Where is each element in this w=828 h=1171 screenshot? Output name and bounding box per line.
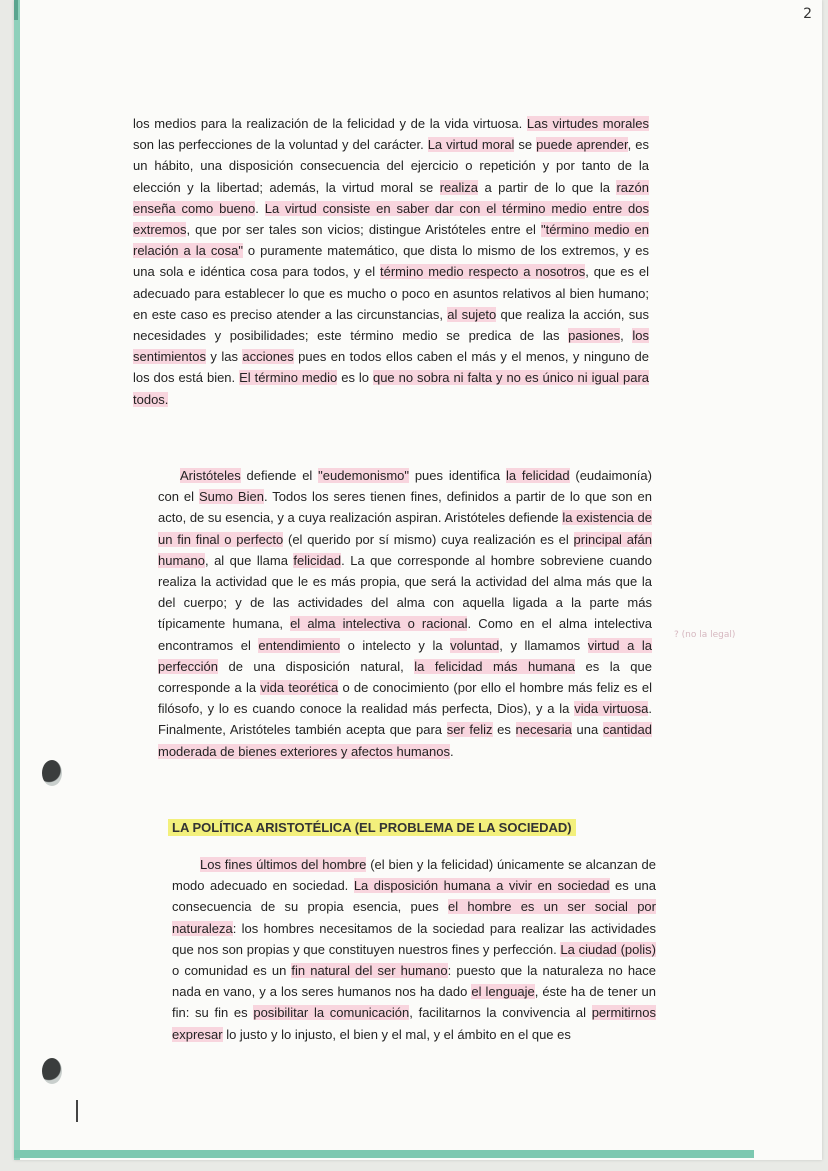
highlighted-text: Las virtudes morales [526, 116, 649, 131]
highlighted-text: necesaria [515, 722, 572, 738]
text-run: es lo [337, 370, 373, 386]
text-run: (el bien y la felicidad) únicamente se alcanzan de modo adecuado en sociedad. [172, 857, 656, 894]
text-run: , éste ha de tener un fin: su fin es [172, 984, 656, 1021]
section-heading: LA POLÍTICA ARISTOTÉLICA (EL PROBLEMA DE LA SOCIEDAD) [168, 819, 576, 836]
paragraph-text [172, 854, 656, 1045]
text-run: son las perfecciones de la voluntad y del carácter. [133, 137, 428, 153]
highlighted-text: el alma intelectiva o racional [290, 616, 468, 632]
text-run: se [514, 137, 537, 153]
highlighted-text: que no sobra ni falta y no es único ni igual para todos. [133, 370, 650, 407]
text-run: es [492, 722, 516, 738]
highlighted-text: "término medio en relación a la cosa" [133, 222, 649, 259]
paragraph-politica [172, 854, 656, 1045]
text-run: los medios para la realización de la felicidad y de la vida virtuosa. [133, 116, 527, 131]
text-run: o intelecto y la [340, 637, 451, 653]
text-run: y las [205, 349, 243, 365]
text-run: . La que corresponde al hombre sobreviene cuando realiza la actividad que le es más propia, que será la actividad del alma más que la del cuerpo; y de las actividades del alma con aquella ligada a la parte más típicamente humana, [158, 552, 652, 632]
text-run: . [449, 743, 454, 759]
highlighted-text: cantidad moderada de bienes exteriores y afectos humanos [158, 722, 652, 759]
highlighted-text: vida virtuosa [574, 701, 649, 717]
highlighted-text: realiza [439, 179, 478, 195]
text-run: : los hombres necesitamos de la sociedad para realizar las actividades que nos son propias y que constituyen nuestros fines y perfección. [172, 920, 656, 957]
highlighted-text: razón enseña como bueno [133, 179, 649, 216]
text-run: . [255, 200, 265, 216]
highlighted-text: El término medio [239, 370, 338, 386]
highlighted-text: Los fines últimos del hombre [200, 857, 367, 872]
highlighted-text: posibilitar la comunicación [253, 1005, 410, 1021]
highlighted-text: felicidad [293, 552, 342, 568]
binder-edge [14, 1150, 754, 1158]
text-run: , al que llama [204, 552, 294, 568]
text-run: pues en todos ellos caben el más y el menos, y ninguno de los dos está bien. [133, 349, 649, 386]
highlighted-text: permitirnos expresar [172, 1005, 656, 1042]
text-run: . Todos los seres tienen fines, definidos a partir de lo que son en acto, de su esencia, y a cuya realización aspiran. Aristóteles defiende [158, 489, 653, 526]
highlighted-text: los sentimientos [133, 328, 649, 365]
punch-hole [42, 1058, 62, 1084]
highlighted-text: La virtud moral [427, 137, 515, 153]
text-run: que realiza la acción, sus necesidades y posibilidades; este término medio se predica de las [133, 306, 650, 344]
text-run: o comunidad es un [172, 963, 292, 979]
text-run: a partir de lo que la [478, 179, 617, 195]
binder-strip [14, 0, 18, 20]
text-run: (eudaimonía) con el [158, 468, 652, 505]
margin-note: ? (no la legal) [674, 630, 736, 640]
highlighted-text: voluntad [450, 637, 500, 653]
highlighted-text: vida teorética [260, 680, 339, 696]
highlighted-text: acciones [242, 349, 294, 365]
pencil-mark [76, 1100, 78, 1122]
highlighted-text: la felicidad más humana [414, 658, 576, 674]
text-run: , y llamamos [499, 637, 588, 653]
highlighted-text: al sujeto [447, 306, 497, 322]
highlighted-text: la felicidad [505, 468, 570, 483]
text-run: (el querido por sí mismo) cuya realización es el [283, 531, 574, 547]
text-run: . Finalmente, Aristóteles también acepta que para [158, 701, 652, 738]
highlighted-text: entendimiento [258, 637, 341, 653]
text-run: pues identifica [409, 468, 506, 483]
highlighted-text: fin natural del ser humano [291, 963, 448, 979]
text-run: , es un hábito, una disposición consecuencia del ejercicio o repetición y por tanto de la elección y la libertad; además, la virtud moral se [133, 137, 649, 195]
text-run: , que por ser tales son vicios; distingue Aristóteles entre el [186, 222, 541, 238]
text-run: , que es el adecuado para establecer lo que es mucho o poco en asuntos relativos al bien humano; en este caso es preciso atender a las circunstancias, [133, 264, 649, 322]
highlighted-text: La ciudad (polis) [560, 941, 657, 957]
text-run: : puesto que la naturaleza no hace nada en vano, y a los seres humanos nos ha dado [172, 963, 657, 1000]
text-run: lo justo y lo injusto, el bien y el mal, y el ámbito en el que es [222, 1026, 571, 1042]
text-run: o puramente matemático, que dista lo mismo de los extremos, y es una sola e idéntica cosa para todos, y el [133, 243, 649, 280]
text-run: , facilitarnos la convivencia al [409, 1005, 592, 1021]
paragraph-text [133, 113, 649, 410]
highlighted-text: puede aprender [536, 137, 628, 153]
highlighted-text: ser feliz [446, 722, 493, 738]
highlighted-text: el lenguaje [471, 984, 535, 1000]
text-run: . Como en el alma intelectiva encontramos el [158, 616, 652, 653]
highlighted-text: Aristóteles [180, 468, 241, 483]
page-number: 2 [803, 6, 812, 22]
paragraph-virtudes-morales [133, 113, 649, 410]
paragraph-eudemonismo [158, 465, 652, 762]
text-run: o de conocimiento (por ello el hombre más feliz es el filósofo, y lo es cuando conoce la realidad más perfecta, Dios), y a la [158, 680, 653, 717]
highlighted-text: virtud a la perfección [158, 637, 652, 674]
text-run: defiende el [240, 468, 319, 483]
text-run: una [571, 722, 603, 738]
highlighted-text: "eudemonismo" [318, 468, 410, 483]
highlighted-text: término medio respecto a nosotros [379, 264, 586, 280]
highlighted-text: Sumo Bien [199, 489, 264, 505]
highlighted-text: La disposición humana a vivir en sociedad [353, 878, 610, 894]
text-run: es una consecuencia de su propia esencia, pues [172, 878, 656, 915]
paragraph-text [158, 465, 652, 762]
highlighted-text: pasiones [568, 328, 621, 344]
highlighted-text: La virtud consiste en saber dar con el término medio entre dos extremos [133, 200, 649, 238]
text-run: es la que corresponde a la [158, 658, 652, 696]
highlighted-text: principal afán humano [158, 531, 652, 568]
highlighted-text: la existencia de un fin final o perfecto [158, 510, 652, 547]
text-run: , [620, 328, 633, 344]
text-run: de una disposición natural, [217, 658, 415, 674]
punch-hole [42, 760, 62, 786]
highlighted-text: el hombre es un ser social por naturaleza [172, 899, 656, 936]
